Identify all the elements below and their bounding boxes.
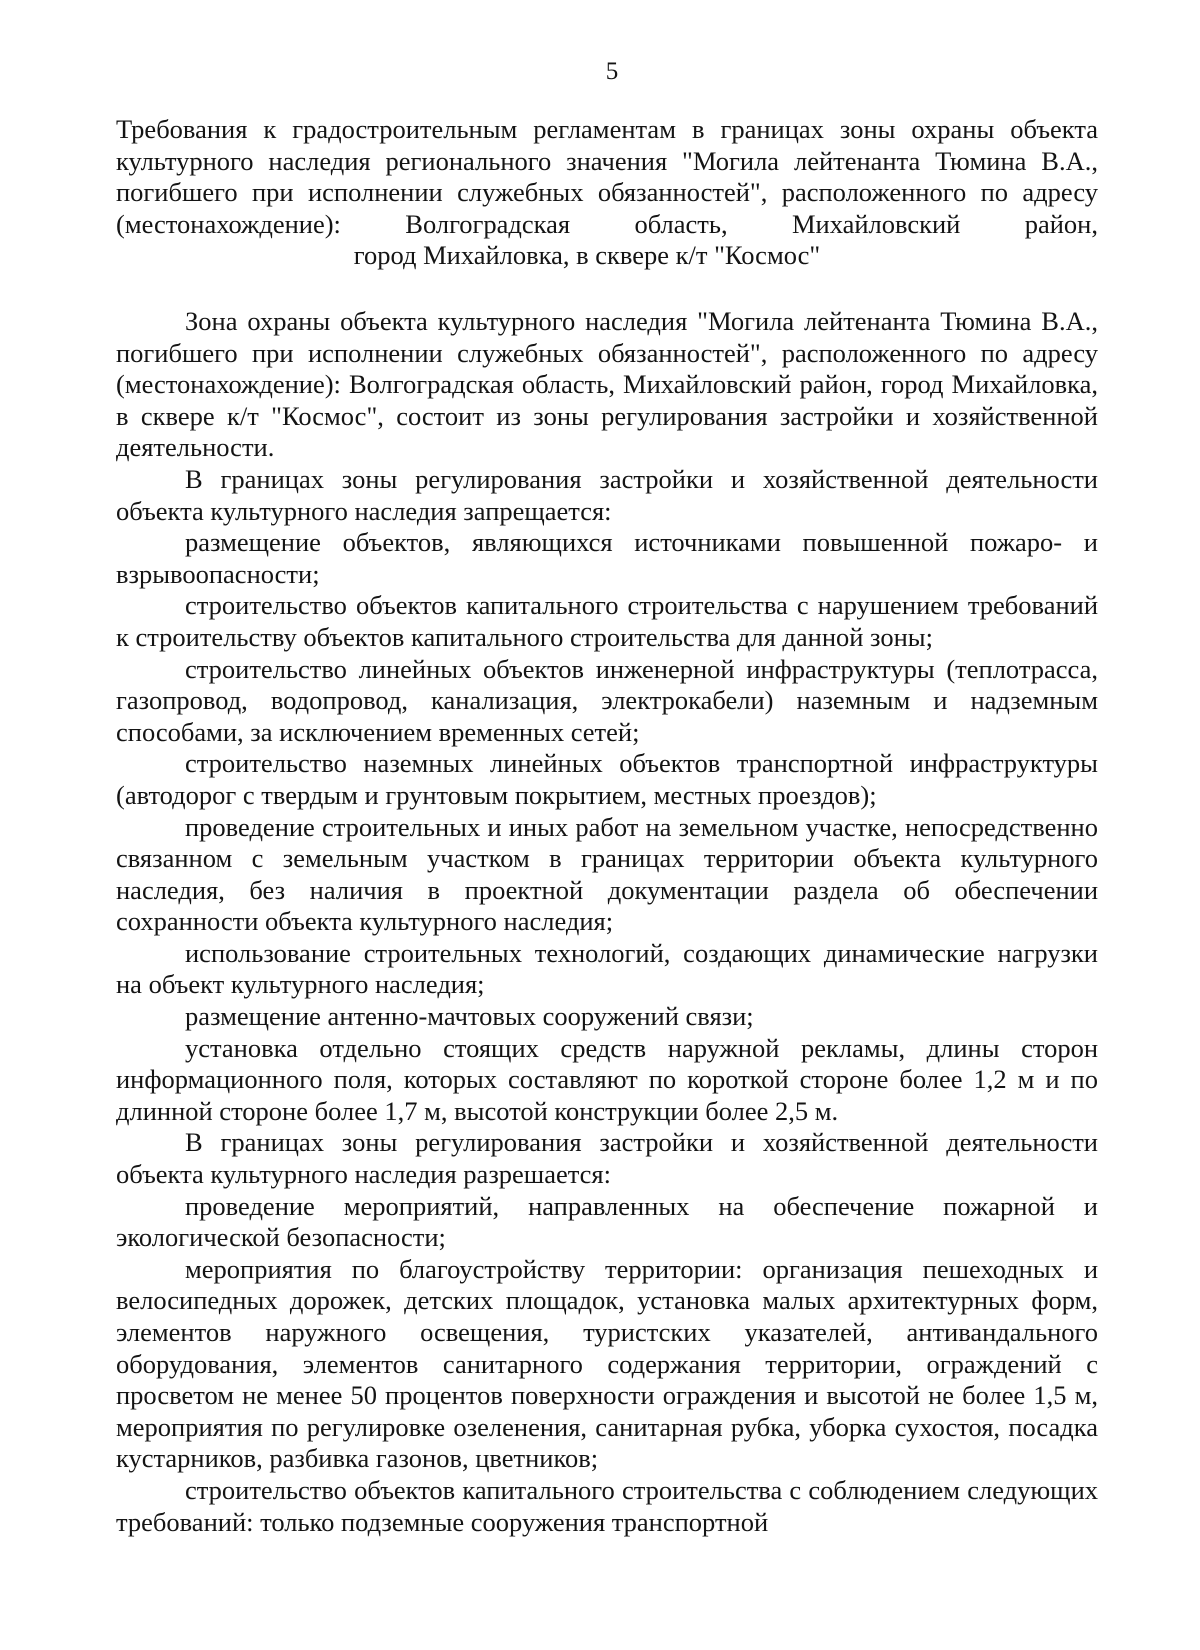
heading-line: погибшего при исполнении служебных обязанностей", расположенного по адресу <box>116 177 1098 208</box>
body-paragraph: установка отдельно стоящих средств наружной рекламы, длины сторон информационного поля, которых составляют по короткой стороне более 1,2 м и по длинной стороне более 1,7 м, высотой конструкции более 2,5 м. <box>116 1032 1098 1126</box>
page-number: 5 <box>605 58 619 85</box>
body-paragraph: строительство объектов капитального строительства с нарушением требований к строительству объектов капитального строительства для данной зоны; <box>116 590 1098 652</box>
body-paragraph: строительство объектов капитального строительства с соблюдением следующих требований: только подземные сооружения транспортной <box>116 1474 1098 1537</box>
heading-line: культурного наследия регионального значения "Могила лейтенанта Тюмина В.А., <box>116 145 1098 176</box>
body-paragraph: В границах зоны регулирования застройки и хозяйственной деятельности объекта культурного наследия запрещается: <box>116 463 1098 526</box>
body-paragraph: проведение мероприятий, направленных на обеспечение пожарной и экологической безопасности; <box>116 1190 1098 1253</box>
body-paragraph: размещение объектов, являющихся источниками повышенной пожаро- и взрывоопасности; <box>116 527 1098 589</box>
body-paragraph: Зона охраны объекта культурного наследия "Могила лейтенанта Тюмина В.А., погибшего при исполнении служебных обязанностей", расположенного по адресу (местонахождение): Волгоградская область, Михайловский район, город Михайловка, в сквере к/т "Космос", состоит из зоны регулирования застройки и хозяйственной деятельности. <box>116 306 1098 463</box>
body-paragraph: мероприятия по благоустройству территории: организация пешеходных и велосипедных дорожек, детских площадок, установка малых архитектурных форм, элементов наружного освещения, туристских указателей, антивандального оборудования, элементов санитарного содержания территории, ограждений с просветом не менее 50 процентов поверхности ограждения и высотой не более 1,5 м, мероприятия по регулировке озеленения, санитарная рубка, уборка сухостоя, посадка кустарников, разбивка газонов, цветников; <box>116 1253 1098 1474</box>
body-paragraph: использование строительных технологий, создающих динамические нагрузки на объект культурного наследия; <box>116 937 1098 1000</box>
document-body <box>116 306 1098 1538</box>
document-heading <box>116 114 1098 272</box>
heading-line: Требования к градостроительным регламентам в границах зоны охраны объекта <box>116 114 1098 144</box>
heading-line: город Михайловка, в сквере к/т "Космос" <box>353 240 821 271</box>
body-paragraph: проведение строительных и иных работ на земельном участке, непосредственно связанном с земельным участком в границах территории объекта культурного наследия, без наличия в проектной документации раздела об обеспечении сохранности объекта культурного наследия; <box>116 811 1098 937</box>
body-paragraph: строительство наземных линейных объектов транспортной инфраструктуры (автодорог с твердым и грунтовым покрытием, местных проездов); <box>116 748 1098 810</box>
body-paragraph: строительство линейных объектов инженерной инфраструктуры (теплотрасса, газопровод, водопровод, канализация, электрокабели) наземным и надземным способами, за исключением временных сетей; <box>116 653 1098 747</box>
body-paragraph: В границах зоны регулирования застройки и хозяйственной деятельности объекта культурного наследия разрешается: <box>116 1127 1098 1190</box>
heading-line: (местонахождение): Волгоградская область, Михайловский район, <box>116 208 1098 239</box>
body-paragraph: размещение антенно-мачтовых сооружений связи; <box>185 1001 754 1032</box>
